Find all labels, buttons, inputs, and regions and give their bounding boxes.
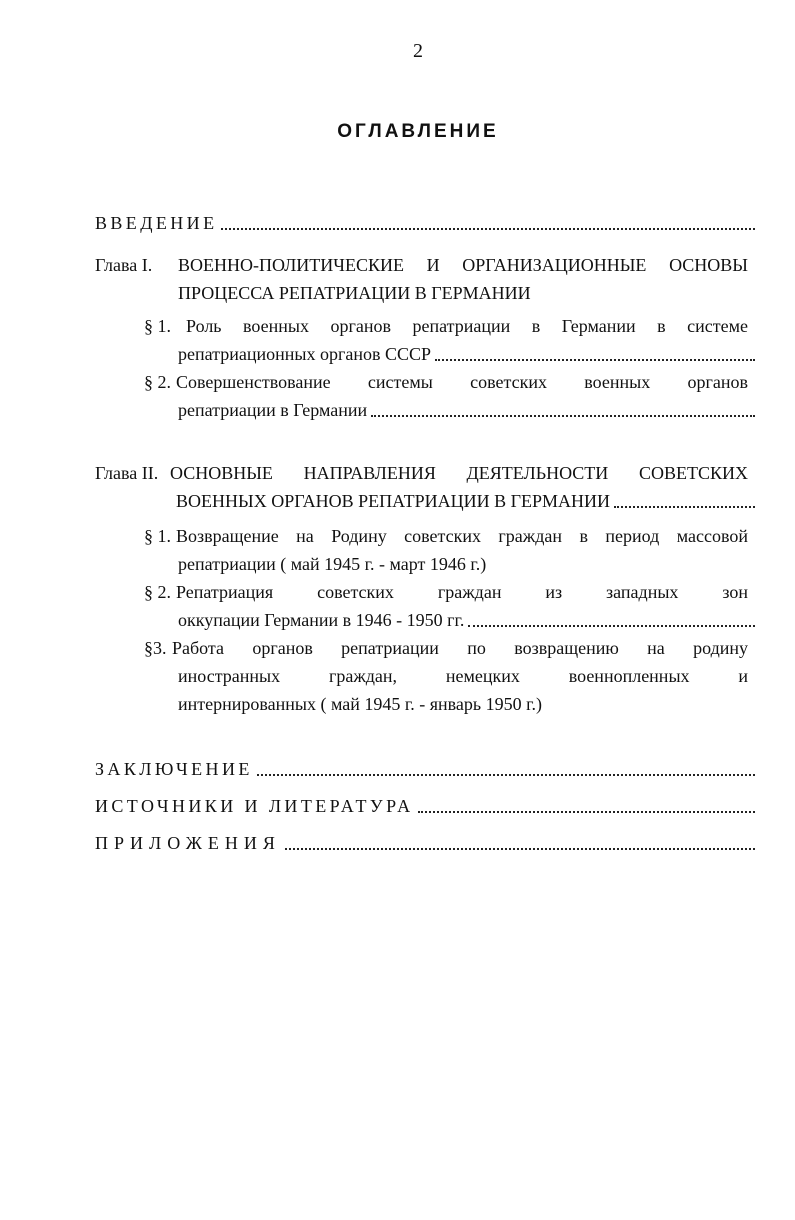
dot-leader: [221, 228, 755, 230]
chapter-2-section-3-label: §3.: [144, 638, 167, 658]
chapter-2-section-2-title-cont[interactable]: [178, 608, 756, 632]
chapter-1-section-1-label: § 1.: [144, 316, 171, 336]
chapter-1-title[interactable]: ВОЕННО-ПОЛИТИЧЕСКИЕ И ОРГАНИЗАЦИОННЫЕ ОСНОВЫ: [178, 255, 748, 275]
toc-entry-sources[interactable]: [95, 794, 756, 818]
toc-entry-label: оккупации Германии в 1946 - 1950 гг.: [178, 610, 465, 630]
chapter-1-section-2-title[interactable]: Совершенствование системы советских военных органов: [176, 372, 748, 392]
chapter-2-section-3-title-end[interactable]: интернированных ( май 1945 г. - январь 1950 г.): [178, 694, 542, 714]
chapter-2-section-3-title-cont[interactable]: иностранных граждан, немецких военнопленных и: [178, 666, 748, 686]
chapter-2-section-1-title[interactable]: Возвращение на Родину советских граждан в период массовой: [176, 526, 748, 546]
dot-leader: [468, 625, 755, 627]
chapter-2-section-2-title[interactable]: Репатриация советских граждан из западных зон: [176, 582, 748, 602]
toc-entry-label: ВОЕННЫХ ОРГАНОВ РЕПАТРИАЦИИ В ГЕРМАНИИ: [176, 491, 610, 511]
chapter-1-label: Глава I.: [95, 255, 153, 275]
toc-title: ОГЛАВЛЕНИЕ: [337, 121, 499, 142]
chapter-2-section-3-title[interactable]: Работа органов репатриации по возвращению на родину: [172, 638, 748, 658]
chapter-2-section-1-label: § 1.: [144, 526, 171, 546]
toc-entry-appendices[interactable]: [95, 831, 756, 855]
toc-entry-conclusion[interactable]: [95, 757, 756, 781]
page-number: 2: [413, 40, 423, 62]
toc-entry-introduction[interactable]: [95, 211, 756, 235]
dot-leader: [435, 359, 755, 361]
chapter-2-label: Глава II.: [95, 463, 159, 483]
dot-leader: [285, 848, 755, 850]
chapter-1-section-2-title-cont[interactable]: [178, 398, 756, 422]
chapter-1-section-2-label: § 2.: [144, 372, 171, 392]
chapter-2-title[interactable]: ОСНОВНЫЕ НАПРАВЛЕНИЯ ДЕЯТЕЛЬНОСТИ СОВЕТСКИХ: [170, 463, 748, 483]
toc-entry-label: ВВЕДЕНИЕ: [95, 213, 218, 233]
dot-leader: [371, 415, 755, 417]
dot-leader: [257, 774, 755, 776]
chapter-1-section-1-title-cont[interactable]: [178, 342, 756, 366]
chapter-2-title-cont[interactable]: [176, 489, 756, 513]
chapter-2-section-2-label: § 2.: [144, 582, 171, 602]
chapter-1-section-1-title[interactable]: Роль военных органов репатриации в Германии в системе: [186, 316, 748, 336]
toc-entry-label: ПРИЛОЖЕНИЯ: [95, 833, 281, 853]
toc-entry-label: репатриационных органов СССР: [178, 344, 432, 364]
toc-entry-label: ЗАКЛЮЧЕНИЕ: [95, 759, 253, 779]
dot-leader: [614, 506, 755, 508]
toc-entry-label: репатриации в Германии: [178, 400, 368, 420]
chapter-2-section-1-title-cont[interactable]: репатриации ( май 1945 г. - март 1946 г.): [178, 554, 487, 574]
chapter-1-title-cont[interactable]: ПРОЦЕССА РЕПАТРИАЦИИ В ГЕРМАНИИ: [178, 283, 531, 303]
toc-entry-label: ИСТОЧНИКИ И ЛИТЕРАТУРА: [95, 796, 414, 816]
dot-leader: [418, 811, 755, 813]
